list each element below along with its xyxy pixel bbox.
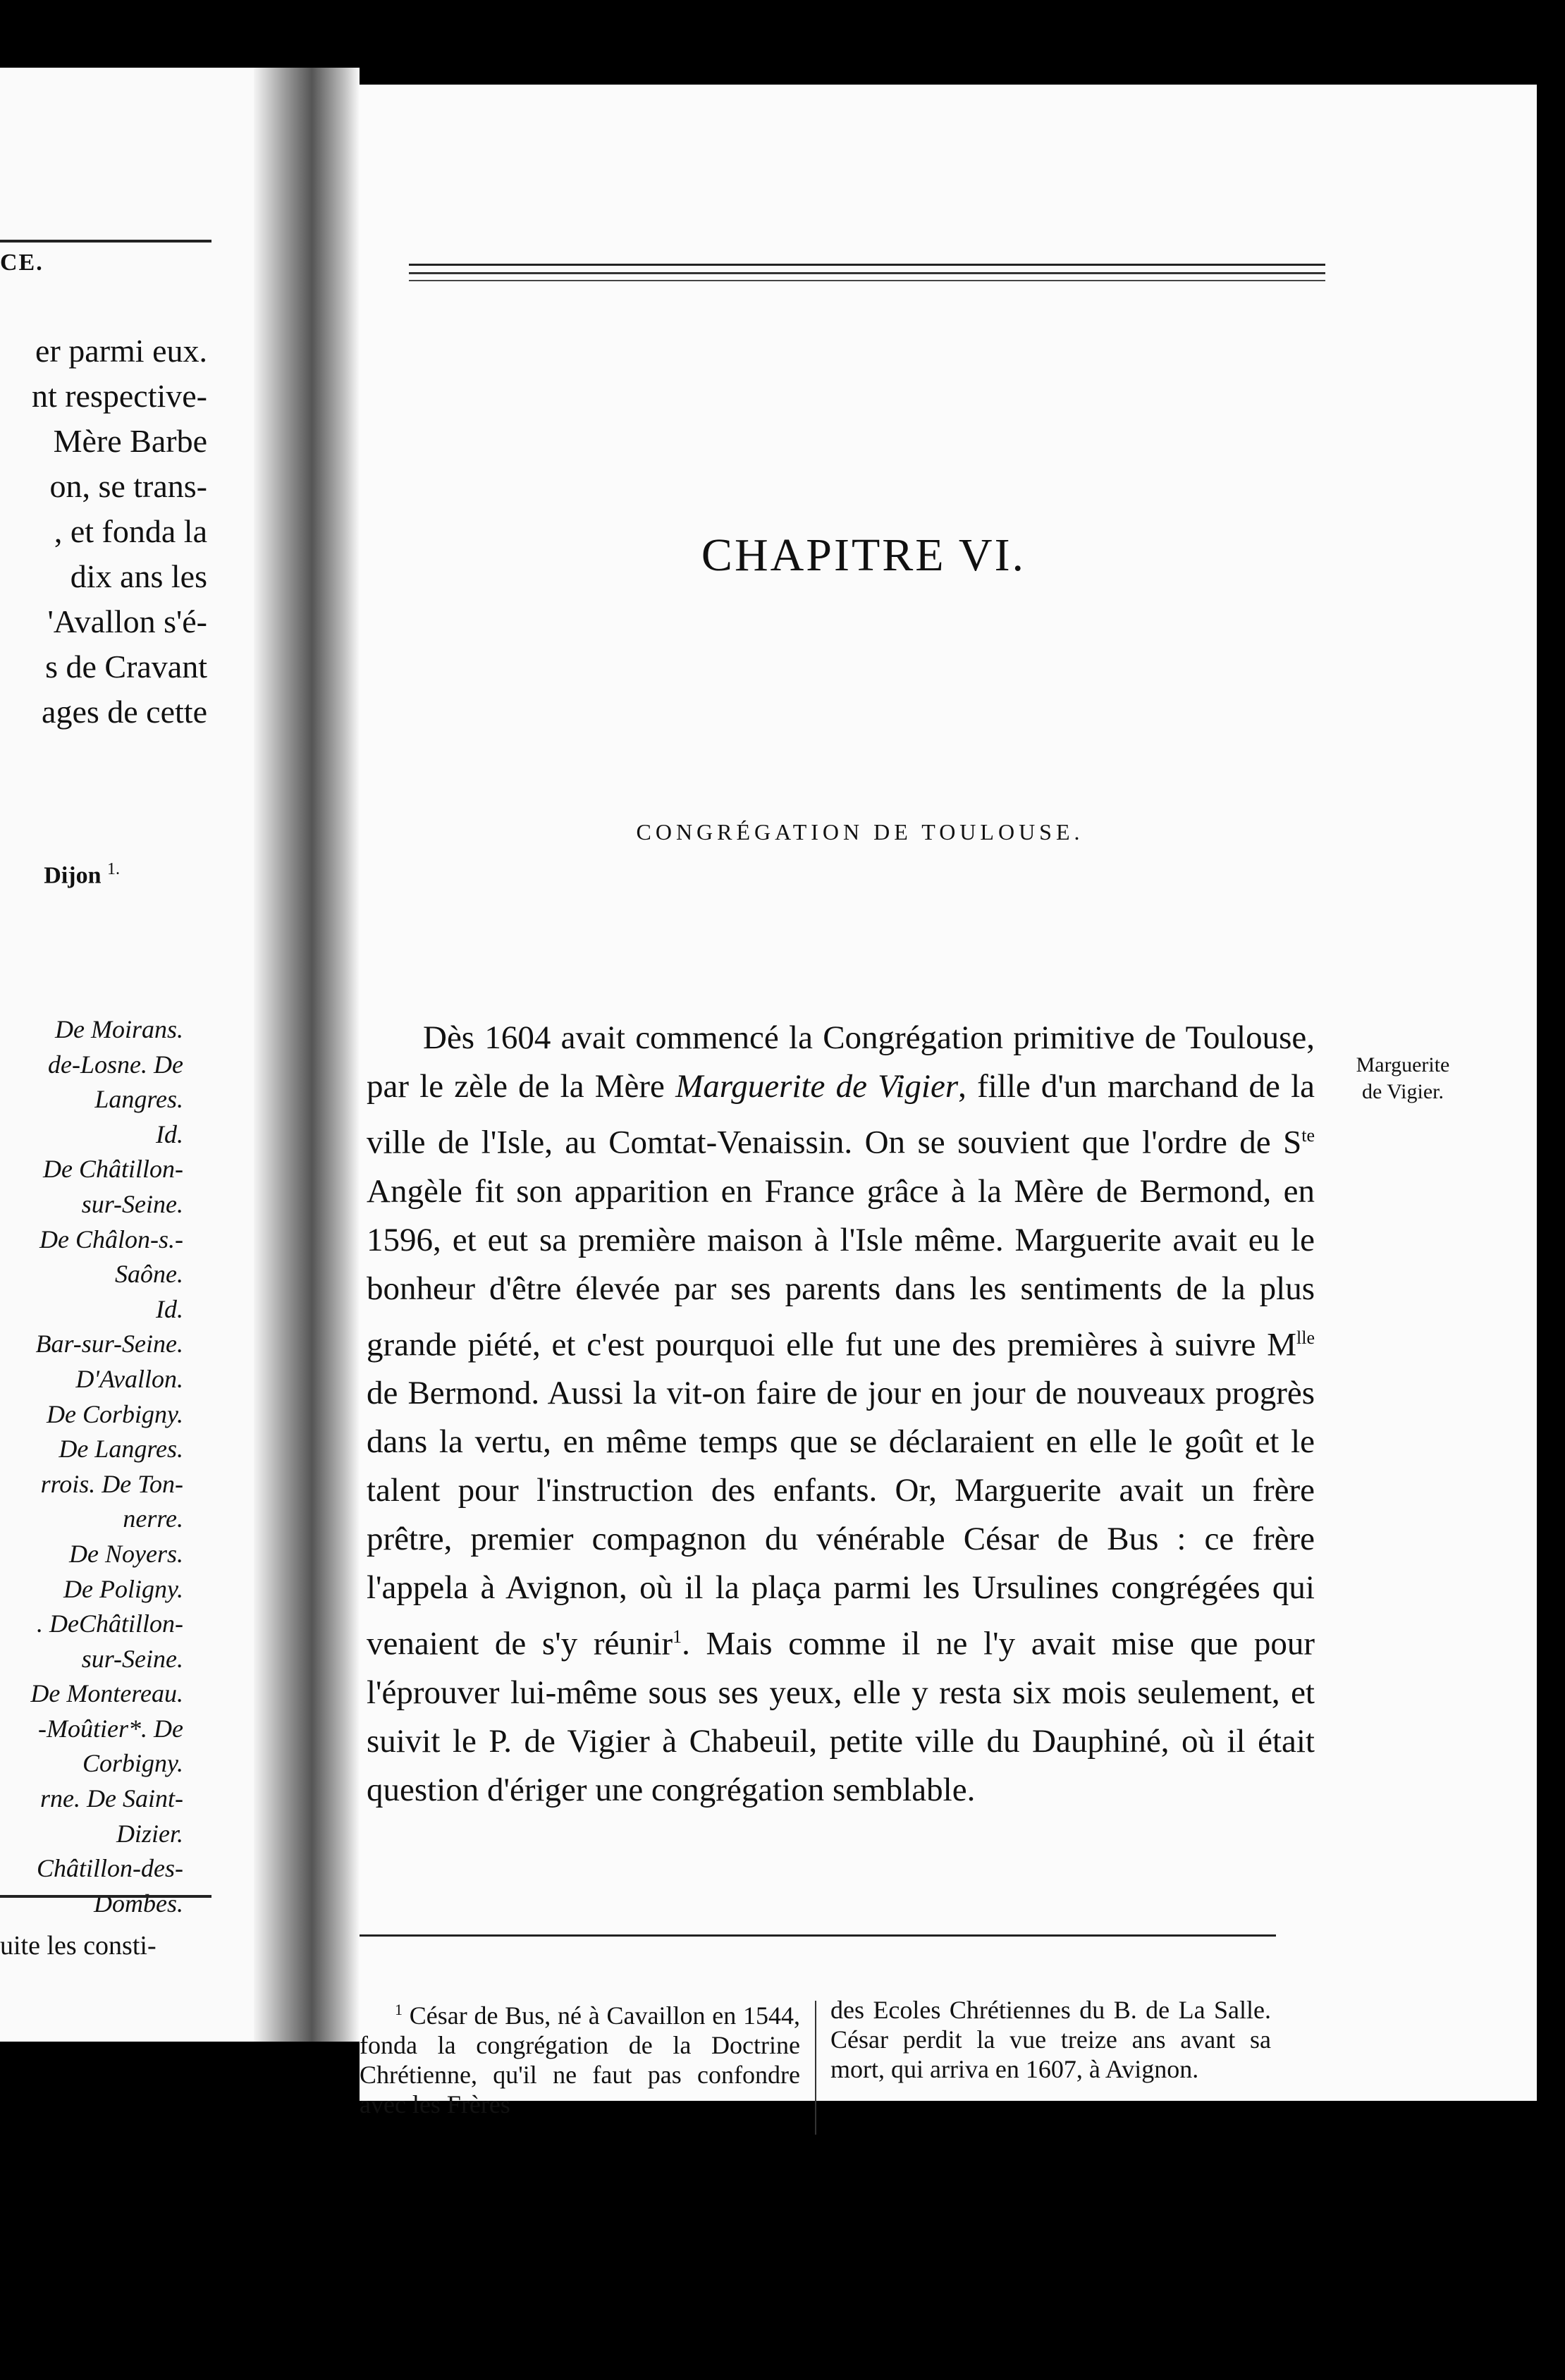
left-text-line: 'Avallon s'é- (47, 603, 207, 639)
list-item: Id. (156, 1294, 183, 1323)
list-item: nerre. (123, 1504, 183, 1533)
abbrev-superscript: lle (1296, 1327, 1315, 1348)
list-item: Dizier. (116, 1819, 183, 1848)
ornamental-rule (409, 85, 1325, 281)
body-text-part: Dès 1604 avait commencé la Congrégation primitive de Toulouse, par le zèle de la Mère (367, 1019, 1315, 1105)
list-item: D'Avallon. (75, 1364, 183, 1393)
left-place-list (30, 1012, 183, 1921)
list-item: De Langres. (59, 1435, 183, 1464)
left-footnote-text: uite les consti- (0, 1931, 156, 1961)
left-text-line: s de Cravant (45, 649, 207, 685)
chapter-title: CHAPITRE VI. (701, 529, 1026, 581)
list-item: Langres. (94, 1085, 183, 1114)
footnote-text: César de Bus, né à Cavaillon en 1544, fonda la congrégation de la Doctrine Chrétienne, qu'il ne faut pas confondre avec les Frères (360, 2001, 800, 2118)
left-text-line: on, se trans- (49, 468, 207, 504)
list-item: de-Losne. De (48, 1050, 183, 1079)
footnote-column-divider (815, 2001, 816, 2135)
right-page (360, 85, 1537, 2118)
left-subheading-note: 1. (107, 860, 120, 878)
list-item: rrois. De Ton- (40, 1469, 183, 1498)
list-item: Saône. (115, 1260, 183, 1289)
list-item: Dombes. (94, 1889, 183, 1918)
footnote-rule (360, 1934, 1276, 1937)
list-item: De Montereau. (30, 1679, 183, 1708)
left-text-line: dix ans les (70, 558, 207, 594)
left-text-line: , et fonda la (54, 513, 207, 549)
list-item: De Châtillon- (43, 1155, 183, 1184)
body-text-part: Angèle fit son apparition en France grâce à la Mère de Bermond, en 1596, et eut sa première maison à l'Isle même. Marguerite avait eu le bonheur d'être élevée par ses parents dans les sentiments de la plus grande piété, et c'est pourquoi elle fut une des premières à suivre M (367, 1172, 1315, 1363)
footnote-marker: 1 (395, 2001, 403, 2018)
list-item: De Corbigny. (47, 1399, 183, 1428)
list-item: Id. (156, 1120, 183, 1148)
footnote-column-left (360, 1995, 800, 2119)
left-text-line: ages de cette (42, 694, 207, 730)
left-page (0, 68, 254, 2042)
abbrev-superscript: te (1301, 1125, 1315, 1146)
header-rule (0, 240, 211, 243)
body-paragraph (367, 1014, 1315, 1815)
list-item: sur-Seine. (81, 1644, 183, 1673)
body-text-part: , fille d'un marchand de la ville de l'Isle, au Comtat-Venaissin. On se souvient que l'ordre de S (367, 1068, 1315, 1161)
left-running-header: CE. (0, 250, 44, 276)
list-item: De Moirans. (55, 1015, 183, 1043)
left-text-block (32, 329, 207, 735)
list-item: rne. De Saint- (40, 1784, 183, 1813)
list-item: De Poligny. (63, 1574, 183, 1603)
left-text-line: Mère Barbe (53, 423, 207, 459)
book-gutter (254, 68, 360, 2042)
left-subheading-text: Dijon (44, 862, 102, 889)
list-item: Bar-sur-Seine. (35, 1330, 183, 1358)
body-name-italic: Marguerite de Vigier (675, 1068, 959, 1105)
body-text-part: . Mais comme il ne l'y avait mise que pour l'éprouver lui-même sous ses yeux, elle y resta six mois seulement, et suivit le P. de Vigier à Chabeuil, petite ville du Dauphiné, où il était question d'ériger une congrégation semblable. (367, 1625, 1315, 1808)
list-item: De Noyers. (69, 1539, 183, 1568)
margin-note (1332, 1052, 1473, 1105)
body-text-part: de Bermond. Aussi la vit-on faire de jour en jour de nouveaux progrès dans la vertu, en même temps que se déclaraient en elle le goût et le talent pour l'instruction des enfants. Or, Marguerite avait un frère prêtre, premier compagnon du vénérable César de Bus : ce frère l'appela à Avignon, où il la plaça parmi les Ursulines congrégées qui venaient de s'y réunir (367, 1375, 1315, 1662)
left-text-line: er parmi eux. (35, 333, 207, 369)
list-item: -Moûtier*. De (38, 1714, 183, 1743)
list-item: Corbigny. (82, 1749, 183, 1778)
left-text-line: nt respective- (31, 378, 207, 414)
list-item: sur-Seine. (81, 1189, 183, 1218)
footnote-reference: 1 (673, 1626, 682, 1648)
footnote-rule (0, 1895, 211, 1898)
footnote-column-right: des Ecoles Chrétiennes du B. de La Salle. César perdit la vue treize ans avant sa mort, qui arriva en 1607, à Avignon. (830, 1996, 1271, 2083)
list-item: . DeChâtillon- (37, 1609, 183, 1638)
left-subheading (44, 860, 120, 889)
list-item: De Châlon-s.- (39, 1225, 183, 1253)
list-item: Châtillon-des- (37, 1854, 183, 1883)
margin-note-line: Marguerite (1356, 1053, 1450, 1076)
margin-note-line: de Vigier. (1362, 1080, 1444, 1103)
section-title: CONGRÉGATION DE TOULOUSE. (636, 819, 1084, 845)
